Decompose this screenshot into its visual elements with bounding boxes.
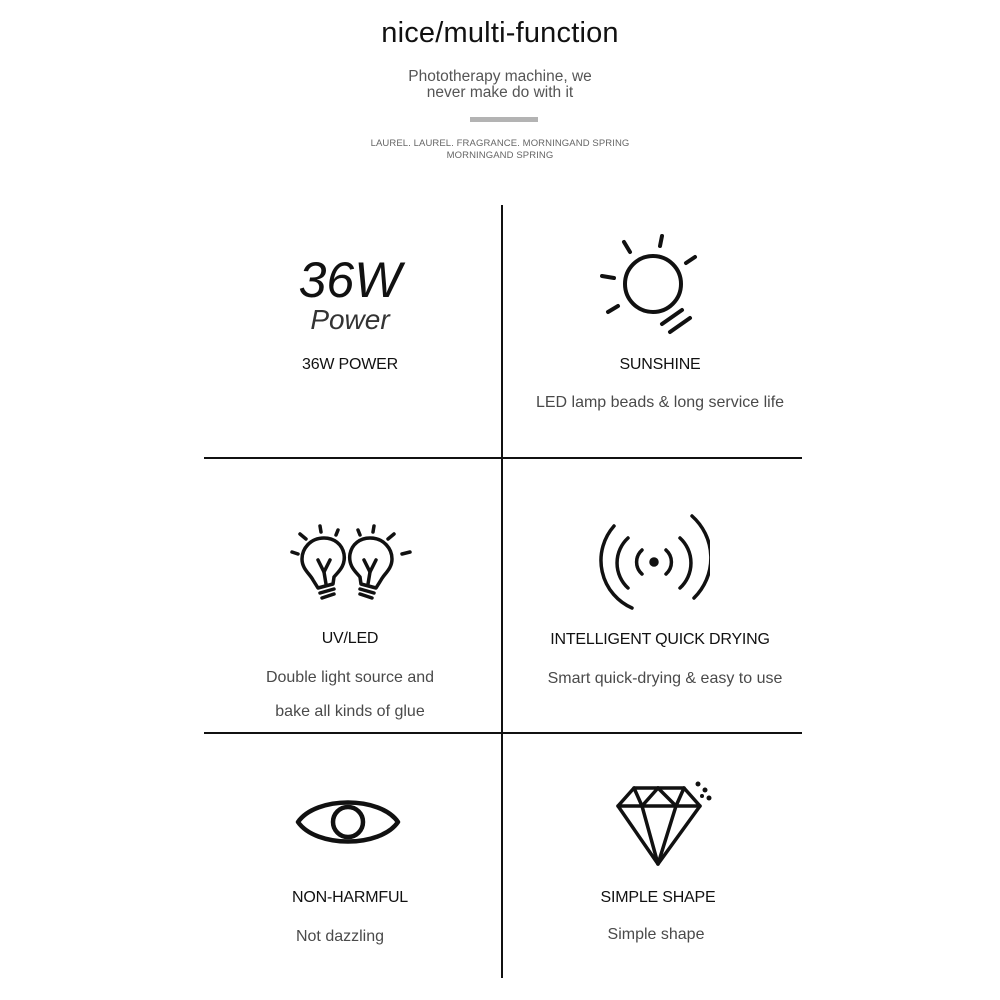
- subtitle: [330, 69, 670, 101]
- tagline-line-1: LAUREL. LAUREL. FRAGRANCE. MORNINGAND SPRING: [370, 138, 630, 149]
- feature-title-power: 36W POWER: [302, 356, 398, 373]
- double-bulb-icon: [288, 522, 414, 602]
- power-label: Power: [310, 304, 390, 335]
- page-title: nice/multi-function: [381, 17, 619, 49]
- grid-vertical-divider: [501, 205, 503, 978]
- feature-desc-shape: Simple shape: [607, 926, 705, 943]
- diamond-icon: [612, 776, 716, 868]
- feature-desc-nonharmful: Not dazzling: [295, 928, 385, 945]
- subtitle-line-1: Phototherapy machine, we: [408, 68, 592, 85]
- feature-title-sunshine: SUNSHINE: [619, 356, 701, 373]
- subtitle-line-2: never make do with it: [426, 84, 574, 101]
- grid-horizontal-divider-1: [204, 457, 802, 459]
- tagline: [330, 138, 670, 162]
- feature-title-drying: INTELLIGENT QUICK DRYING: [550, 631, 770, 648]
- feature-desc-drying: Smart quick-drying & easy to use: [547, 670, 783, 687]
- feature-title-nonharmful: NON-HARMFUL: [291, 889, 409, 906]
- tagline-line-2: MORNINGAND SPRING: [446, 150, 554, 161]
- header-divider: [470, 117, 538, 122]
- feature-desc-sunshine: LED lamp beads & long service life: [535, 394, 785, 411]
- feature-title-shape: SIMPLE SHAPE: [600, 889, 716, 906]
- grid-horizontal-divider-2: [204, 732, 802, 734]
- signal-waves-icon: [598, 512, 710, 612]
- feature-title-uvled: UV/LED: [321, 630, 379, 647]
- feature-desc-uvled-line1: Double light source and: [265, 669, 435, 686]
- sun-icon: [598, 232, 700, 336]
- feature-desc-uvled-line2: bake all kinds of glue: [275, 703, 425, 720]
- power-value: 36W: [298, 252, 402, 308]
- eye-icon: [294, 790, 402, 854]
